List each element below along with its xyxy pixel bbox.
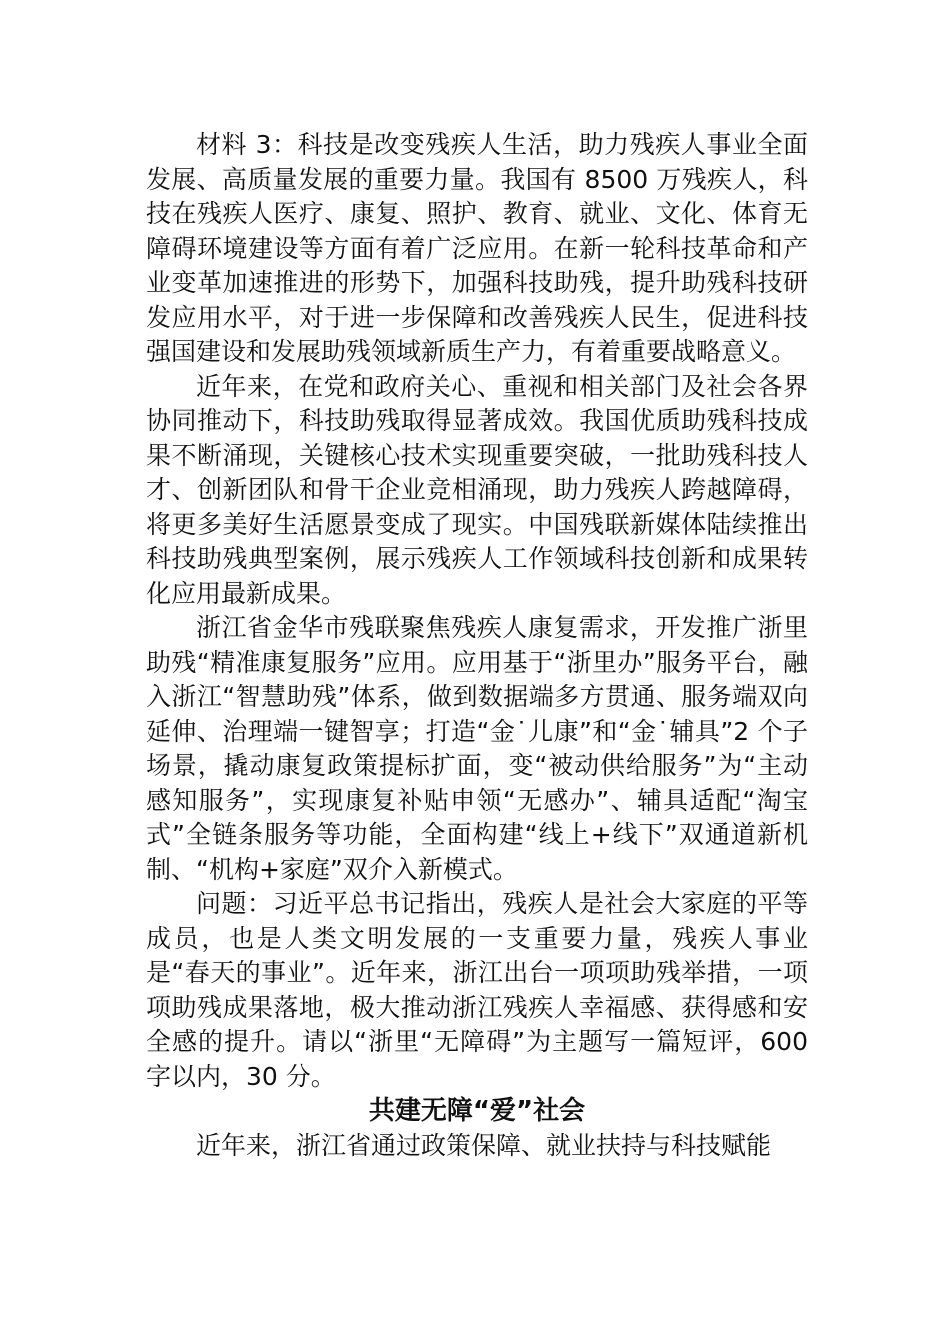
essay-title: 共建无障“爱”社会 [368,1096,586,1126]
paragraph-progress: 近年来，在党和政府关心、重视和相关部门及社会各界协同推动下，科技助残取得显著成效。我国优质助残科技成果不断涌现，关键核心技术实现重要突破，一批助残科技人才、创新团队和骨干企业竞相涌现，助力残疾人跨越障碍，将更多美好生活愿景变成了现实。中国残联新媒体陆续推出科技助残典型案例，展示残疾人工作领域科技创新和成果转化应用最新成果。 [146,371,808,608]
essay-first-paragraph: 近年来，浙江省通过政策保障、就业扶持与科技赋能 [196,1131,772,1160]
paragraph-material-3: 材料 3：科技是改变残疾人生活，助力残疾人事业全面发展、高质量发展的重要力量。我国有 8500 万残疾人，科技在残疾人医疗、康复、照护、教育、就业、文化、体育无障碍环境建设等方面有着广泛应用。在新一轮科技革命和产业变革加速推进的形势下，加强科技助残，提升助残科技研发应用水平，对于进一步保障和改善残疾人民生，促进科技强国建设和发展助残领域新质生产力，有着重要战略意义。 [146,130,808,366]
paragraph-jinhua-case: 浙江省金华市残联聚焦残疾人康复需求，开发推广浙里助残“精准康复服务”应用。应用基于“浙里办”服务平台，融入浙江“智慧助残”体系，做到数据端多方贯通、服务端双向延伸、治理端一键智享；打造“金˙儿康”和“金˙辅具”2 个子场景，撬动康复政策提标扩面，变“被动供给服务”为“主动感知服务”，实现康复补贴申领“无感办”、辅具适配“淘宝式”全链条服务等功能，全面构建“线上+线下”双通道新机制、“机构+家庭”双介入新模式。 [146,613,808,884]
paragraph-question: 问题：习近平总书记指出，残疾人是社会大家庭的平等成员，也是人类文明发展的一支重要力量，残疾人事业是“春天的事业”。近年来，浙江出台一项项助残举措，一项项助残成果落地，极大推动浙江残疾人幸福感、获得感和安全感的提升。请以“浙里“无障碍”为主题写一篇短评，600 字以内，30 分。 [146,889,808,1091]
document-body [146,128,808,1164]
